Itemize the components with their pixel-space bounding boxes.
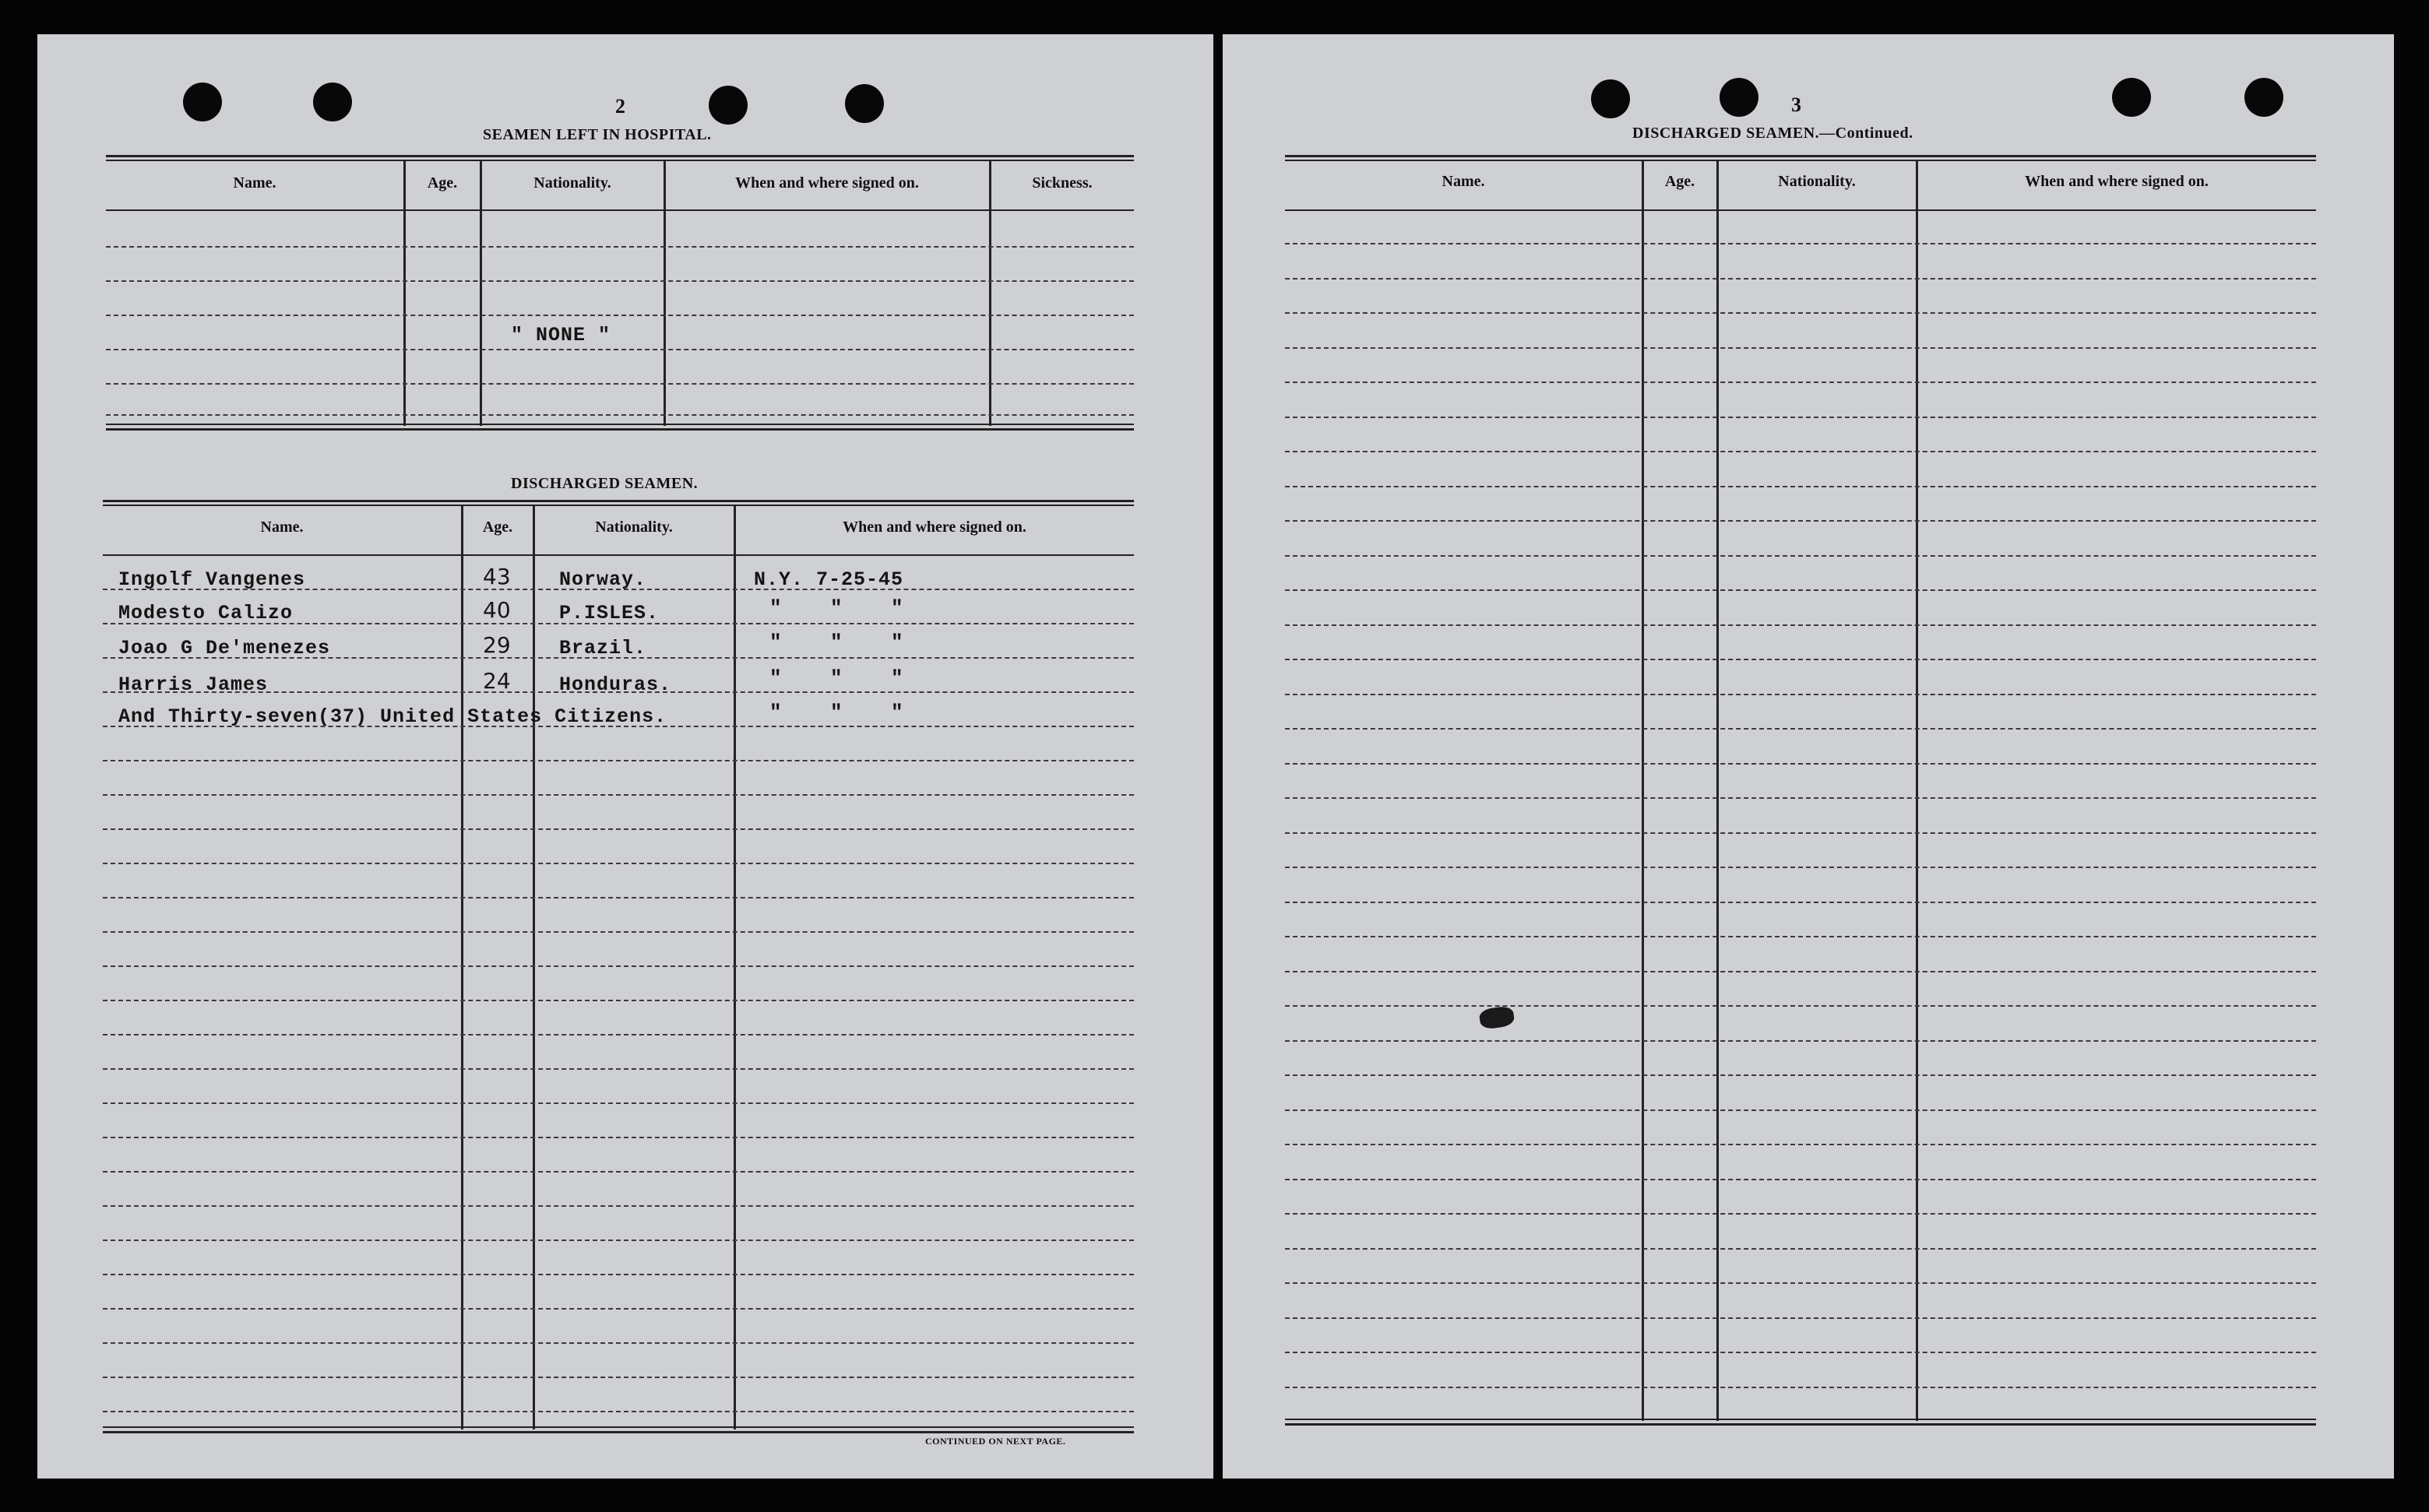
ruled-line (1285, 1109, 2316, 1111)
ruled-line (103, 828, 1134, 830)
right-page (1223, 34, 2394, 1479)
ruled-line (103, 1411, 1134, 1412)
ditto-marks: " " " (769, 666, 903, 690)
punch-hole (1591, 79, 1630, 118)
page-number: 3 (1791, 93, 1801, 116)
ruled-line (1285, 694, 2316, 695)
ruled-line (1285, 312, 2316, 314)
ruled-line (1285, 1248, 2316, 1250)
ruled-line (103, 931, 1134, 933)
seaman-name: Ingolf Vangenes (118, 568, 306, 591)
ruled-line (103, 965, 1134, 967)
ruled-line (1285, 243, 2316, 244)
header-nationality: Nationality. (1778, 173, 1856, 190)
seaman-nationality: P.ISLES. (559, 602, 660, 624)
discharged-section-title: DISCHARGED SEAMEN. (511, 475, 699, 492)
punch-hole (2244, 78, 2283, 117)
ruled-line (103, 1102, 1134, 1104)
ruled-line (1285, 867, 2316, 868)
ruled-line (103, 1274, 1134, 1275)
header-nationality: Nationality. (533, 174, 611, 192)
ruled-line (1285, 589, 2316, 591)
ruled-line (1285, 728, 2316, 730)
ruled-line (103, 1171, 1134, 1173)
ruled-line (103, 1308, 1134, 1310)
seaman-nationality: Honduras. (559, 673, 672, 696)
ditto-marks: " " " (769, 631, 903, 654)
ruled-line (1285, 382, 2316, 383)
header-signed-on: When and where signed on. (843, 519, 1026, 536)
ruled-line (1285, 1040, 2316, 1042)
ruled-line (1285, 278, 2316, 280)
ruled-line (1285, 1387, 2316, 1388)
ruled-line (1285, 832, 2316, 834)
ruled-line (1285, 555, 2316, 557)
ruled-line (1285, 797, 2316, 799)
seaman-nationality: Brazil. (559, 637, 647, 659)
header-name: Name. (233, 174, 276, 192)
punch-hole (1720, 78, 1758, 117)
punch-hole (183, 83, 222, 121)
ditto-marks: " " " (769, 701, 903, 724)
ruled-line (103, 1137, 1134, 1138)
ruled-line (1285, 1144, 2316, 1145)
header-age: Age. (482, 519, 513, 536)
ruled-line (103, 1068, 1134, 1070)
seaman-name: Joao G De'menezes (118, 637, 331, 659)
discharged-continued-title: DISCHARGED SEAMEN.—Continued. (1632, 125, 1913, 142)
seaman-nationality: Norway. (559, 568, 647, 591)
ruled-line (1285, 936, 2316, 937)
seaman-age: 24 (483, 668, 511, 694)
ruled-line (103, 1034, 1134, 1036)
hospital-none-entry: " NONE " (511, 324, 611, 346)
ruled-line (1285, 520, 2316, 522)
seaman-age: 40 (483, 597, 511, 623)
ruled-line (103, 1377, 1134, 1378)
ruled-line (1285, 971, 2316, 972)
ruled-line (103, 794, 1134, 796)
punch-hole (313, 83, 352, 121)
ruled-line (1285, 417, 2316, 418)
ditto-marks: " " " (769, 596, 903, 620)
ruled-line (1285, 624, 2316, 626)
header-name: Name. (1442, 173, 1485, 190)
ruled-line (1285, 486, 2316, 487)
ruled-line (1285, 763, 2316, 765)
header-age: Age. (1664, 173, 1695, 190)
summary-line: And Thirty-seven(37) United States Citizens. (118, 705, 667, 728)
header-name: Name. (260, 519, 304, 536)
seaman-signed-on: N.Y. 7-25-45 (754, 568, 904, 591)
ruled-line (1285, 1005, 2316, 1007)
ruled-line (1285, 1282, 2316, 1284)
continued-note: CONTINUED ON NEXT PAGE. (925, 1436, 1066, 1447)
header-nationality: Nationality. (595, 519, 673, 536)
ruled-line (103, 897, 1134, 898)
ruled-line (1285, 1074, 2316, 1076)
punch-hole (2112, 78, 2151, 117)
ruled-line (103, 1342, 1134, 1344)
ruled-line (1285, 659, 2316, 660)
ruled-line (1285, 1317, 2316, 1319)
page-number: 2 (615, 95, 625, 118)
ruled-line (1285, 1352, 2316, 1353)
seaman-name: Modesto Calizo (118, 602, 294, 624)
ruled-line (1285, 1213, 2316, 1215)
ruled-line (103, 1239, 1134, 1241)
header-signed-on: When and where signed on. (2025, 173, 2209, 190)
ink-smudge (1478, 1005, 1515, 1030)
ruled-line (103, 1000, 1134, 1001)
seaman-name: Harris James (118, 673, 269, 696)
punch-hole (845, 84, 884, 123)
seaman-age: 29 (483, 632, 511, 658)
header-signed-on: When and where signed on. (735, 174, 919, 192)
ruled-line (1285, 902, 2316, 903)
header-age: Age. (427, 174, 458, 192)
ruled-line (103, 1205, 1134, 1207)
ruled-line (103, 863, 1134, 864)
ruled-line (1285, 451, 2316, 452)
left-page (37, 34, 1213, 1479)
hospital-section-title: SEAMEN LEFT IN HOSPITAL. (483, 126, 712, 143)
ruled-line (1285, 347, 2316, 349)
header-sickness: Sickness. (1032, 174, 1093, 192)
seaman-age: 43 (483, 564, 511, 589)
ruled-line (103, 760, 1134, 761)
ruled-line (1285, 1179, 2316, 1180)
punch-hole (709, 86, 748, 125)
